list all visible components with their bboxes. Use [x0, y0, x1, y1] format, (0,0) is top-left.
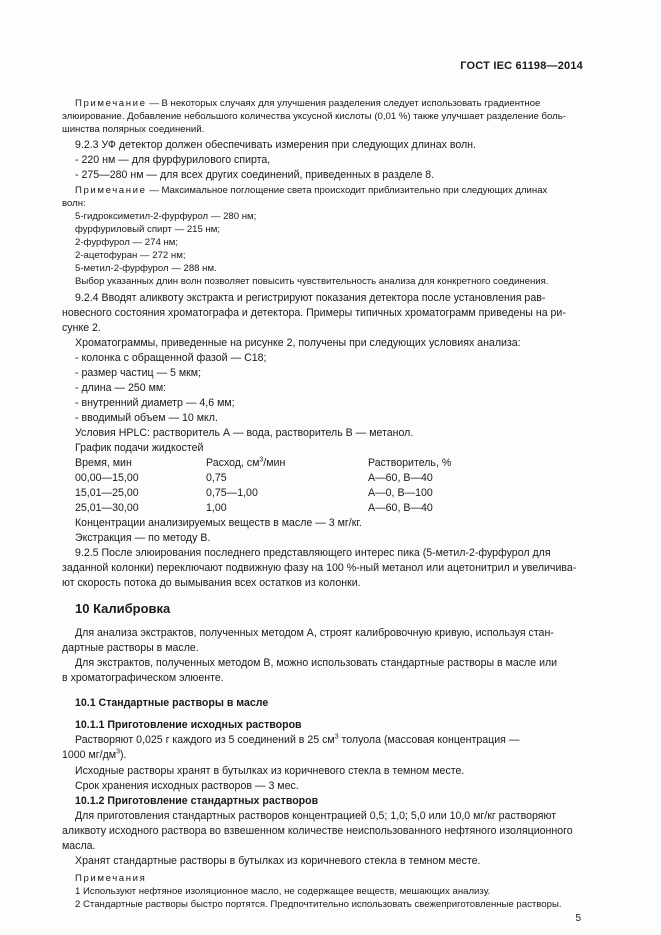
wavelength-item: 2-фурфурол — 274 нм; — [75, 237, 179, 248]
para-9-2-3: 9.2.3 УФ детектор должен обеспечивать измерения при следующих длинах волн. — [75, 139, 476, 151]
list-item: - 220 нм — для фурфурилового спирта, — [75, 154, 271, 166]
section-10-title: 10 Калибровка — [75, 601, 171, 616]
list-item: - колонка с обращенной фазой — С18; — [75, 352, 267, 364]
extraction-note: Экстракция — по методу В. — [75, 532, 211, 544]
para-9-2-4-line-1: 9.2.4 Вводят аликвоту экстракта и регистрируют показания детектора после установления рав- — [75, 292, 546, 304]
note-1-line-1: Примечание — В некоторых случаях для улучшения разделения следует использовать градиентное — [75, 98, 541, 109]
list-item: - 275—280 нм — для всех других соединений, приведенных в разделе 8. — [75, 169, 435, 181]
table-cell: 00,00—15,00 — [75, 472, 139, 484]
note-1-line-3: шинства полярных соединений. — [62, 124, 205, 135]
wavelength-item: 2-ацетофуран — 272 нм; — [75, 250, 186, 261]
page-number: 5 — [575, 913, 581, 924]
section-10-line-1: Для анализа экстрактов, полученных методом А, строят калибровочную кривую, используя стан- — [75, 627, 554, 639]
table-header: Время, мин — [75, 457, 132, 469]
standard-solution-line-3: масла. — [62, 840, 96, 852]
note-2-line-1: Примечание — Максимальное поглощение света происходит приблизительно при следующих длинах — [75, 185, 548, 196]
note-2-line-2: волн: — [62, 198, 86, 209]
list-item: - вводимый объем — 10 мкл. — [75, 412, 218, 424]
note-label: Примечание — [75, 185, 147, 196]
section-10-line-4: в хроматографическом элюенте. — [62, 672, 224, 684]
conditions-intro: Хроматограммы, приведенные на рисунке 2, получены при следующих условиях анализа: — [75, 337, 521, 349]
subsection-10-1-2-title: 10.1.2 Приготовление стандартных растворов — [75, 795, 319, 807]
table-cell: 0,75 — [206, 472, 227, 484]
hplc-conditions: Условия HPLC: растворитель А — вода, растворитель В — метанол. — [75, 427, 414, 439]
notes-label: Примечания — [75, 873, 147, 884]
note-item-2: 2 Стандартные растворы быстро портятся. Предпочтительно использовать свежеприготовленные растворы. — [75, 899, 562, 910]
schedule-title: График подачи жидкостей — [75, 442, 204, 454]
standard-solution-line-1: Для приготовления стандартных растворов концентрацией 0,5; 1,0; 5,0 или 10,0 мг/кг растворяют — [75, 810, 557, 822]
para-9-2-4-line-2: новесного состояния хроматографа и детектора. Примеры типичных хроматограмм приведены на ри- — [62, 307, 566, 319]
note-1-line-2: элюирование. Добавление небольшого количества уксусной кислоты (0,01 %) также улучшает разделение боль- — [62, 111, 566, 122]
table-cell: 0,75—1,00 — [206, 487, 258, 499]
table-cell: А—0, В—100 — [368, 487, 433, 499]
note-label: Примечание — [75, 98, 147, 109]
table-cell: 1,00 — [206, 502, 227, 514]
section-10-line-2: дартные растворы в масле. — [62, 642, 199, 654]
standard-storage-text: Хранят стандартные растворы в бутылках из коричневого стекла в темном месте. — [75, 855, 481, 867]
shelf-life-text: Срок хранения исходных растворов — 3 мес. — [75, 780, 299, 792]
document-code: ГОСТ IEC 61198—2014 — [460, 60, 583, 72]
list-item: - внутренний диаметр — 4,6 мм; — [75, 397, 235, 409]
wavelength-item: 5-метил-2-фурфурол — 288 нм. — [75, 263, 217, 274]
para-9-2-4-line-3: сунке 2. — [62, 322, 101, 334]
table-header: Растворитель, % — [368, 457, 452, 469]
table-cell: А—60, В—40 — [368, 472, 433, 484]
table-cell: 25,01—30,00 — [75, 502, 139, 514]
concentration-note: Концентрации анализируемых веществ в масле — 3 мг/кг. — [75, 517, 362, 529]
subsection-10-1-title: 10.1 Стандартные растворы в масле — [75, 697, 269, 709]
table-cell: А—60, В—40 — [368, 502, 433, 514]
para-9-2-5-line-1: 9.2.5 После элюирования последнего представляющего интерес пика (5-метил-2-фурфурол для — [75, 547, 551, 559]
subsection-10-1-1-title: 10.1.1 Приготовление исходных растворов — [75, 719, 302, 731]
list-item: - размер частиц — 5 мкм; — [75, 367, 202, 379]
standard-solution-line-2: аликвоту исходного раствора во взвешенном количестве неиспользованного нефтяного изоляционного — [62, 825, 573, 837]
table-header: Расход, $см^3$/мин — [206, 456, 286, 469]
note-item-1: 1 Используют нефтяное изоляционное масло, не содержащее веществ, мешающих анализу. — [75, 886, 491, 897]
section-10-line-3: Для экстрактов, полученных методом В, можно использовать стандартные растворы в масле или — [75, 657, 558, 669]
table-cell: 15,01—25,00 — [75, 487, 139, 499]
list-item: - длина — 250 мм: — [75, 382, 167, 394]
stock-solution-line-2: 1000 $мг/дм^3$). — [62, 748, 127, 761]
wavelength-item: фурфуриловый спирт — 215 нм; — [75, 224, 221, 235]
storage-text: Исходные растворы хранят в бутылках из коричневого стекла в темном месте. — [75, 765, 465, 777]
note-2-conclusion: Выбор указанных длин волн позволяет повысить чувствительность анализа для конкретного соединения. — [75, 276, 549, 287]
wavelength-item: 5-гидроксиметил-2-фурфурол — 280 нм; — [75, 211, 257, 222]
stock-solution-line-1: Растворяют 0,025 г каждого из 5 соединений в 25 $см^3$ толуола (массовая концентрация — — [75, 733, 520, 746]
para-9-2-5-line-2: заданной колонки) переключают подвижную фазу на 100 %-ный метанол или ацетонитрил и увеличива- — [62, 562, 577, 574]
para-9-2-5-line-3: ют скорость потока до вымывания всех остатков из колонки. — [62, 577, 361, 589]
